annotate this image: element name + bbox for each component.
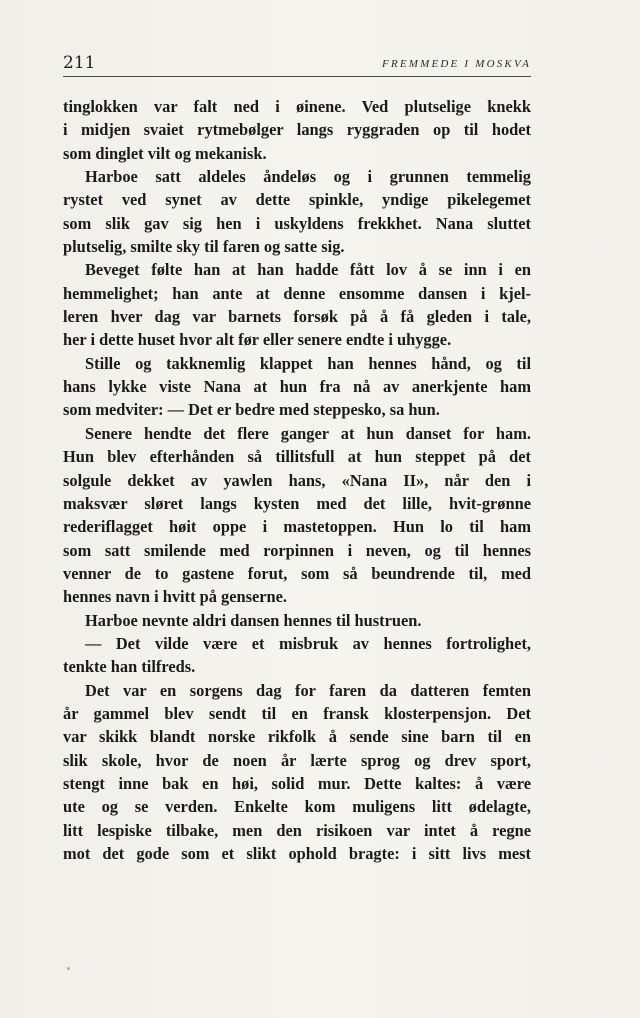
text-line: leren hver dag var barnets forsøk på å få gleden i tale, [63,307,531,327]
text-line: — Det vilde være et misbruk av hennes fortrolighet, [85,633,531,653]
text-line: som satt smilende med rorpinnen i neven, og til hennes [63,540,531,560]
text-line: stengt inne bak en høi, solid mur. Dette kaltes: å være [63,773,531,793]
text-line: som medviter: — Det er bedre med steppesko, sa hun. [63,400,440,420]
paragraph [63,352,531,422]
paragraph [63,679,531,866]
text-line: år gammel blev sendt til en fransk klosterpensjon. Det [63,703,531,723]
page-number: 211 [63,53,96,73]
paragraph [63,95,531,165]
text-line: maksvær sløret langs kysten med det lille, hvit-grønne [63,493,531,513]
text-line: hans lykke viste Nana at hun fra nå av anerkjente ham [63,377,531,397]
text-line: litt lespiske tilbake, men den risikoen var intet å regne [63,820,531,840]
text-line: Senere hendte det flere ganger at hun danset for ham. [85,423,531,443]
text-line: Stille og takknemlig klappet han hennes hånd, og til [85,353,531,373]
text-line: hennes navn i hvitt på genserne. [63,587,288,607]
paragraph [63,422,531,609]
text-line: hemmelighet; han ante at denne ensomme dansen i kjel- [63,283,531,303]
text-line: var skikk blandt norske rikfolk å sende sine barn til en [63,727,531,747]
page-header [63,52,531,77]
paragraph [63,258,531,351]
ink-speck [67,967,70,970]
text-line: som slik gav sig hen i uskyldens frekkhet. Nana sluttet [63,213,531,233]
text-line: mot det gode som et slikt ophold bragte: i sitt livs mest [63,844,531,863]
text-line: venner de to gastene forut, som så beundrende til, med [63,563,531,583]
body-text [63,95,531,865]
paragraph [63,609,531,632]
text-line: som dinglet vilt og mekanisk. [63,143,267,163]
text-line: her i dette huset hvor alt før eller senere endte i uhygge. [63,330,452,350]
text-line: tinglokken var falt ned i øinene. Ved plutselige knekk [63,97,531,116]
text-line: tenkte han tilfreds. [63,657,196,677]
text-line: plutselig, smilte sky til faren og satte sig. [63,237,345,257]
text-line: Harboe nevnte aldri dansen hennes til hustruen. [85,610,422,630]
text-line: i midjen svaiet rytmebølger langs ryggraden op til hodet [63,120,531,140]
text-line: solgule dekket av yawlen hans, «Nana II», når den i [63,470,531,490]
text-line: slik skole, hvor de noen år lærte sprog og drev sport, [63,750,531,770]
running-head: FREMMEDE I MOSKVA [382,58,531,70]
text-line: Hun blev efterhånden så tillitsfull at hun steppet på det [63,447,531,467]
text-line: Harboe satt aldeles åndeløs og i grunnen temmelig [85,167,531,187]
text-line: rystet ved synet av dette spinkle, yndige pikelegemet [63,190,531,210]
text-line: rederiflagget høit oppe i mastetoppen. Hun lo til ham [63,517,531,537]
paragraph [63,165,531,258]
paragraph [63,632,531,679]
text-line: ute og se verden. Enkelte kom muligens litt ødelagte, [63,797,531,817]
text-line: Det var en sorgens dag for faren da datteren femten [85,680,531,700]
text-line: Beveget følte han at han hadde fått lov å se inn i en [85,260,531,280]
